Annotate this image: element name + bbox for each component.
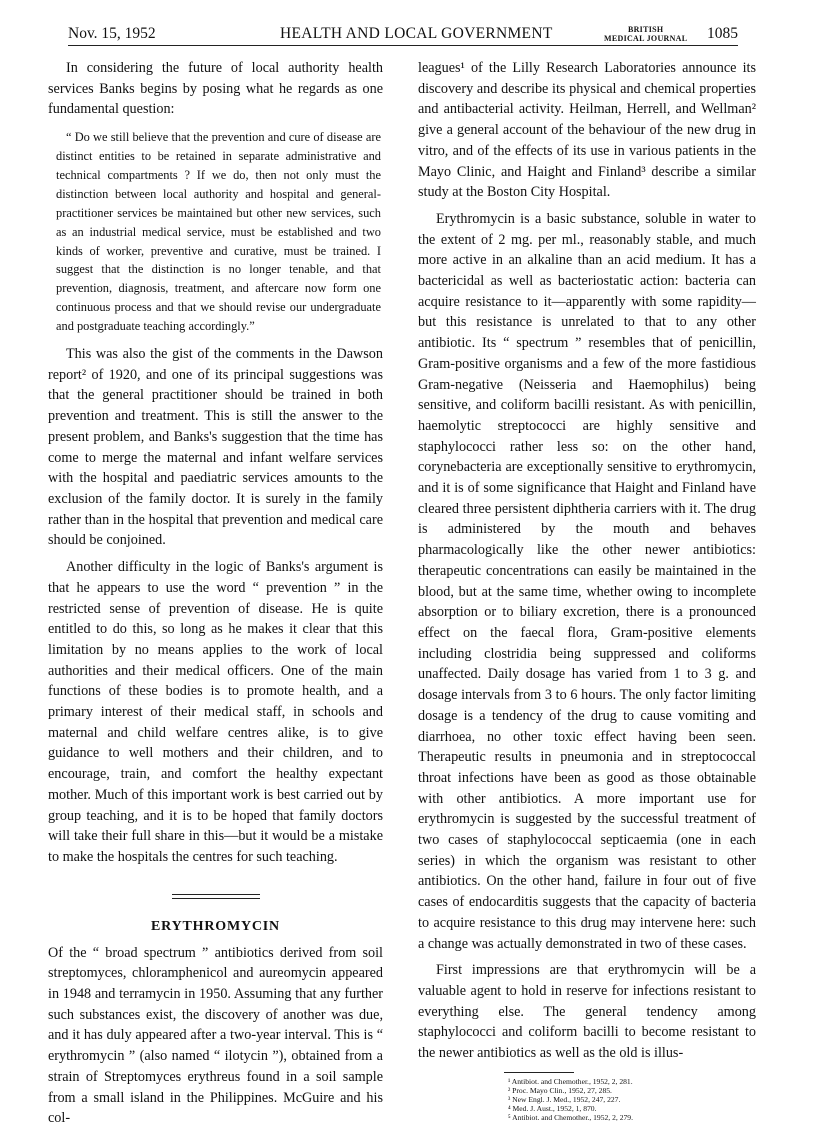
paragraph-prevention: Another difficulty in the logic of Banks's argument is that he appears to use the word “ prevention ” in the restricted sense of prevention of disease. He is quite entitled to do this, so long as he makes it clear that this limitation by no means applies to the work of local authorities and their medical officers. One of the main functions of these bodies is to promote health, and a primary interest of their medical staff, in schools and maternal and child welfare centres alike, is to give guidance to well mothers and their children, and to encourage, train, and comfort the healthy expectant mother. Much of this important work is best carried out by group teaching, and it is to be hoped that family doctors will take their full share in this—but it would be a mistake to make the hospitals the centres for such teaching.	[48, 559, 383, 865]
left-column	[48, 58, 383, 1129]
block-quote: “ Do we still believe that the prevention and cure of disease are distinct entities to be retained in separate administrative and technical compartments ? If we do, then not only must the distinction between local authority and hospital and general-practitioner services be maintained but other new services, such as an industrial medical service, must be established and two kinds of worker, preventive and curative, must be trained. I suggest that the distinction is no longer tenable, and that prevention, diagnosis, treatment, and aftercare now form one continuous process and that we should revise our undergraduate and postgraduate teaching accordingly.”	[56, 130, 381, 334]
running-title: HEALTH AND LOCAL GOVERNMENT	[280, 25, 553, 42]
paragraph-first-impressions: First impressions are that erythromycin will be a valuable agent to hold in reserve for infections resistant to everything else. The general tendency among staphylococci and coliform bacilli to become resistant to the newer antibiotics as well as the old is illus-	[418, 962, 756, 1062]
footnote: ³ New Engl. J. Med., 1952, 247, 227.	[508, 1094, 621, 1104]
journal-name-bottom: MEDICAL JOURNAL	[604, 34, 688, 43]
section-separator	[172, 894, 260, 899]
section-title: ERYTHROMYCIN	[151, 918, 280, 934]
footnote: ⁵ Antibiot. and Chemother., 1952, 2, 279.	[508, 1112, 633, 1122]
footnotes	[418, 1077, 756, 1122]
paragraph-properties: Erythromycin is a basic substance, soluble in water to the extent of 2 mg. per ml., reasonably stable, and much more active in an alkaline than an acid medium. It has a bactericidal as well as bacteriostatic action: bacteria can acquire resistance to it—apparently with some rapidity—but this resistance is unrelated to that to any other antibiotic. Its “ spectrum ” resembles that of penicillin, Gram-positive organisms and a few of the more fastidious Gram-negative (Neisseria and Haemophilus) being sensitive, and coliform bacilli resistant. As with penicillin, haemolytic streptococci are highly sensitive and staphylococci rather less so: on the other hand, corynebacteria are exceptionally sensitive to erythromycin, and it is of some significance that Haight and Finland have cleared three persistent diphtheria carriers with it. The drug is administered by the mouth and behaves pharmacologically like the other newer antibiotics: therapeutic concentrations can easily be maintained in the blood, but at the same time, whether owing to incomplete absorption or to biliary excretion, there is a pronounced effect on the faecal flora, Gram-positive elements including clostridia being suppressed and coliforms unaffected. Daily dosage has varied from 1 to 3 g. and dosage intervals from 3 to 6 hours. The only factor limiting dosage is a tendency of the drug to cause vomiting and diarrhoea, no other toxic effect having been seen. Therapeutic results in pneumonia and in streptococcal throat infections have been as good as those obtainable with other antibiotics. A more important use for erythromycin is suggested by the successful treatment of two cases of staphylococcal septicaemia (one in each series) in which the organism was resistant to other antibiotics. On the other hand, failure in four out of five cases of endocarditis suggests that the capacity of bacteria to acquire resistance to this drug may intervene here: such a change was actually demonstrated in two of these cases.	[418, 210, 756, 952]
footnote: ² Proc. Mayo Clin., 1952, 27, 285.	[508, 1085, 612, 1095]
paragraph-dawson: This was also the gist of the comments in the Dawson report² of 1920, and one of its principal suggestions was that the general practitioner should be trained in both prevention and treatment. This is still the answer to the present problem, and Banks's suggestion that the time has come to merge the maternal and infant welfare services with the hospital and paediatric services amounts to the exclusion of the family doctor. It is surely in the family rather than in the hospital that prevention and medical care should be conjoined.	[48, 346, 383, 549]
page-header	[68, 22, 738, 54]
header-rule	[68, 45, 738, 46]
issue-date: Nov. 15, 1952	[68, 25, 156, 42]
right-column	[418, 58, 756, 1122]
journal-name	[604, 25, 687, 43]
paragraph-erythromycin-intro: Of the “ broad spectrum ” antibiotics derived from soil streptomyces, chloramphenicol and aureomycin appeared in 1948 and terramycin in 1950. Assuming that any further such substances exist, the discovery of another was due, and it has duly appeared after a two-year interval. This is “ erythromycin ” (also named “ ilotycin ”), obtained from a strain of Streptomyces erythreus found in a soil sample from a small island in the Philippines. McGuire and his col-	[48, 944, 383, 1127]
footnote: ¹ Antibiot. and Chemother., 1952, 2, 281.	[508, 1076, 633, 1086]
footnote-rule	[504, 1072, 574, 1073]
paragraph-intro: In considering the future of local authority health services Banks begins by posing what he regards as one fundamental question:	[48, 60, 383, 118]
journal-name-top: BRITISH	[627, 25, 664, 34]
footnote: ⁴ Med. J. Aust., 1952, 1, 870.	[508, 1103, 597, 1113]
page-number: 1085	[707, 25, 738, 42]
paragraph-lilly: leagues¹ of the Lilly Research Laboratories announce its discovery and describe its physical and chemical properties and antibacterial activity. Heilman, Herrell, and Wellman² give a general account of the behaviour of the new drug in vitro, and of the effects of its use in various patients in the Mayo Clinic, and Haight and Finland³ describe a similar study at the Boston City Hospital.	[418, 60, 756, 201]
